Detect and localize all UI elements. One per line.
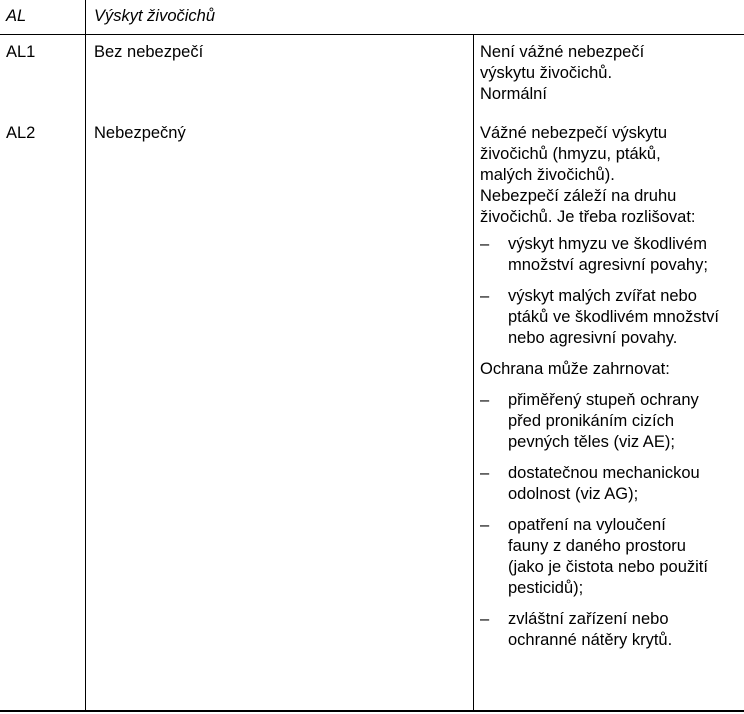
item-line: výskyt hmyzu ve škodlivém: [508, 235, 707, 253]
table-bottom-rule: [0, 710, 744, 712]
item-line: množství agresivní povahy;: [508, 256, 708, 274]
item-line: ptáků ve škodlivém množství: [508, 308, 719, 326]
item-line: pesticidů);: [508, 579, 584, 597]
item-line: ochranné nátěry krytů.: [508, 631, 673, 649]
row-description-al1: [480, 42, 740, 105]
dash-bullet: –: [480, 391, 490, 409]
list-item: [480, 463, 742, 505]
description-line: Není vážné nebezpečí: [480, 43, 645, 61]
protection-heading: Ochrana může zahrnovat:: [480, 360, 670, 378]
intro-line: malých živočichů).: [480, 166, 615, 184]
list-item: [480, 286, 742, 349]
row-name-al2: Nebezpečný: [94, 124, 186, 142]
intro-paragraph: [480, 123, 742, 228]
column-divider-2: [473, 34, 474, 711]
intro-line: Vážné nebezpečí výskytu: [480, 124, 668, 142]
intro-line: živočichů. Je třeba rozlišovat:: [480, 208, 696, 226]
column-divider-1: [85, 0, 86, 711]
description-line: Normální: [480, 85, 547, 103]
row-code-al2: AL2: [6, 124, 36, 142]
distinguish-list: [480, 234, 742, 349]
list-item: [480, 390, 742, 453]
header-title: Výskyt živočichů: [94, 7, 216, 25]
row-description-al2: [480, 123, 742, 661]
row-name-al1: Bez nebezpečí: [94, 43, 204, 61]
intro-line: živočichů (hmyzu, ptáků,: [480, 145, 661, 163]
item-line: výskyt malých zvířat nebo: [508, 287, 697, 305]
dash-bullet: –: [480, 287, 490, 305]
item-line: zvláštní zařízení nebo: [508, 610, 669, 628]
header-code: AL: [6, 7, 27, 25]
description-line: výskytu živočichů.: [480, 64, 613, 82]
dash-bullet: –: [480, 516, 490, 534]
item-line: opatření na vyloučení: [508, 516, 666, 534]
protection-list: [480, 390, 742, 651]
dash-bullet: –: [480, 610, 490, 628]
item-line: pevných těles (viz AE);: [508, 433, 675, 451]
item-line: nebo agresivní povahy.: [508, 329, 678, 347]
item-line: dostatečnou mechanickou: [508, 464, 700, 482]
item-line: přiměřený stupeň ochrany: [508, 391, 699, 409]
header-rule: [0, 34, 744, 35]
item-line: před pronikáním cizích: [508, 412, 674, 430]
item-line: odolnost (viz AG);: [508, 485, 639, 503]
list-item: [480, 609, 742, 651]
list-item: [480, 234, 742, 276]
row-code-al1: AL1: [6, 43, 36, 61]
item-line: (jako je čistota nebo použití: [508, 558, 708, 576]
list-item: [480, 515, 742, 599]
dash-bullet: –: [480, 235, 490, 253]
item-line: fauny z daného prostoru: [508, 537, 686, 555]
intro-line: Nebezpečí záleží na druhu: [480, 187, 677, 205]
dash-bullet: –: [480, 464, 490, 482]
